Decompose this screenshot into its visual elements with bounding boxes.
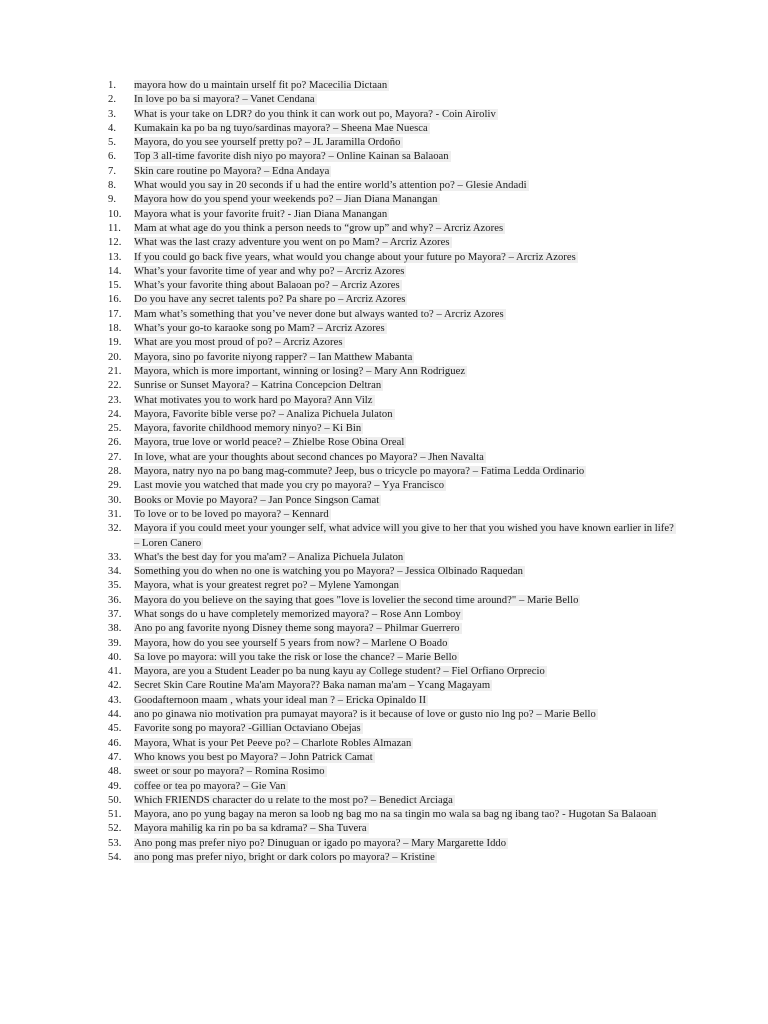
item-text: What are you most proud of po? – Arcriz Azores (134, 337, 343, 349)
item-number: 18. (108, 323, 122, 335)
item-number: 43. (108, 694, 122, 706)
item-number: 40. (108, 651, 122, 663)
item-number: 20. (108, 351, 122, 363)
item-number: 19. (108, 337, 122, 349)
list-item (108, 422, 676, 436)
item-number: 5. (108, 137, 117, 149)
item-text: Do you have any secret talents po? Pa share po – Arcriz Azores (134, 294, 406, 306)
item-text: What’s your favorite thing about Balaoan po? – Arcriz Azores (134, 280, 400, 292)
list-item (108, 165, 676, 179)
list-item (108, 751, 676, 765)
item-number: 4. (108, 122, 117, 134)
item-number: 51. (108, 809, 122, 821)
item-text: Mayora, What is your Pet Peeve po? – Charlote Robles Almazan (134, 737, 412, 749)
item-number: 45. (108, 723, 122, 735)
item-number: 12. (108, 237, 122, 249)
list-item (108, 108, 676, 122)
list-item (108, 265, 676, 279)
item-text: Something you do when no one is watching you po Mayora? – Jessica Olbinado Raquedan (134, 566, 523, 578)
list-item (108, 465, 676, 479)
list-item (108, 494, 676, 508)
item-number: 1. (108, 80, 117, 91)
item-text: What would you say in 20 seconds if u had the entire world’s attention po? – Glesie Andadi (134, 180, 527, 192)
item-number: 34. (108, 566, 122, 578)
item-number: 24. (108, 408, 122, 420)
list-item (108, 665, 676, 679)
list-item (108, 279, 676, 293)
list-item (108, 208, 676, 222)
item-text: To love or to be loved po mayora? – Kennard (134, 508, 329, 520)
list-item (108, 251, 676, 265)
item-text: Secret Skin Care Routine Ma'am Mayora?? Baka naman ma'am – Ycang Magayam (134, 680, 491, 692)
item-text: Mayora if you could meet your younger self, what advice will you give to her that you wished you have known earlier in life? – Loren Canero (134, 523, 674, 549)
list-item (108, 236, 676, 250)
item-number: 46. (108, 737, 122, 749)
list-item (108, 637, 676, 651)
item-text: Top 3 all-time favorite dish niyo po mayora? – Online Kainan sa Balaoan (134, 151, 449, 163)
item-number: 28. (108, 466, 122, 478)
list-item (108, 808, 676, 822)
question-list (108, 79, 676, 865)
item-number: 36. (108, 594, 122, 606)
item-text: Mayora, sino po favorite niyong rapper? – Ian Matthew Mabanta (134, 351, 413, 363)
item-text: Mayora, favorite childhood memory ninyo? – Ki Bin (134, 423, 362, 435)
list-item (108, 479, 676, 493)
list-item (108, 136, 676, 150)
item-number: 11. (108, 222, 121, 234)
item-number: 31. (108, 508, 122, 520)
item-number: 13. (108, 251, 122, 263)
item-text: What motivates you to work hard po Mayora? Ann Vilz (134, 394, 373, 406)
item-number: 39. (108, 637, 122, 649)
item-text: What was the last crazy adventure you went on po Mam? – Arcriz Azores (134, 237, 450, 249)
item-text: What songs do u have completely memorized mayora? – Rose Ann Lomboy (134, 608, 461, 620)
item-number: 27. (108, 451, 122, 463)
item-text: What’s your go-to karaoke song po Mam? – Arcriz Azores (134, 323, 385, 335)
list-item (108, 365, 676, 379)
item-text: Mayora mahilig ka rin po ba sa kdrama? – Sha Tuvera (134, 823, 367, 835)
item-number: 21. (108, 365, 122, 377)
item-number: 38. (108, 623, 122, 635)
list-item (108, 679, 676, 693)
item-text: Mayora, how do you see yourself 5 years from now? – Marlene O Boado (134, 637, 448, 649)
item-text: What’s your favorite time of year and why po? – Arcriz Azores (134, 265, 405, 277)
list-item (108, 565, 676, 579)
item-text: Mayora, ano po yung bagay na meron sa loob ng bag mo na sa tingin mo wala sa bag ng ibang tao? - Hugotan Sa Balaoan (134, 809, 657, 821)
list-item (108, 508, 676, 522)
list-item (108, 794, 676, 808)
list-item (108, 708, 676, 722)
item-text: coffee or tea po mayora? – Gie Van (134, 780, 286, 792)
list-item (108, 765, 676, 779)
list-item (108, 79, 676, 93)
list-item (108, 822, 676, 836)
list-item (108, 150, 676, 164)
list-item (108, 722, 676, 736)
list-item (108, 608, 676, 622)
list-item (108, 93, 676, 107)
item-number: 26. (108, 437, 122, 449)
item-number: 14. (108, 265, 122, 277)
item-text: Mam what’s something that you’ve never done but always wanted to? – Arcriz Azores (134, 308, 504, 320)
item-number: 10. (108, 208, 122, 220)
list-item (108, 293, 676, 307)
item-text: ano po ginawa nio motivation pra pumayat mayora? is it because of love or gusto nio lng po? – Marie Bello (134, 709, 596, 721)
item-text: sweet or sour po mayora? – Romina Rosimo (134, 766, 325, 778)
list-item (108, 351, 676, 365)
item-number: 3. (108, 108, 117, 120)
item-number: 6. (108, 151, 117, 163)
item-text: Goodafternoon maam , whats your ideal man ? – Ericka Opinaldo II (134, 694, 427, 706)
item-text: Mayora do you believe on the saying that goes "love is lovelier the second time around?" – Marie Bello (134, 594, 579, 606)
list-item (108, 394, 676, 408)
item-number: 8. (108, 180, 117, 192)
item-text: Mayora what is your favorite fruit? - Jian Diana Manangan (134, 208, 388, 220)
item-text: Mayora, are you a Student Leader po ba nung kayu ay College student? – Fiel Orfiano Orprecio (134, 666, 545, 678)
list-item (108, 694, 676, 708)
item-text: If you could go back five years, what would you change about your future po Mayora? – Arcriz Azores (134, 251, 576, 263)
list-item (108, 193, 676, 207)
list-item (108, 837, 676, 851)
item-number: 7. (108, 165, 117, 177)
item-text: Sunrise or Sunset Mayora? – Katrina Concepcion Deltran (134, 380, 382, 392)
item-number: 41. (108, 666, 122, 678)
item-text: Ano po ang favorite nyong Disney theme song mayora? – Philmar Guerrero (134, 623, 460, 635)
item-text: Last movie you watched that made you cry po mayora? – Yya Francisco (134, 480, 445, 492)
item-text: Mayora, do you see yourself pretty po? – JL Jaramilla Ordoño (134, 137, 401, 149)
list-item (108, 579, 676, 593)
list-item (108, 737, 676, 751)
list-item (108, 522, 676, 551)
item-number: 35. (108, 580, 122, 592)
item-number: 33. (108, 551, 122, 563)
item-text: Ano pong mas prefer niyo po? Dinuguan or igado po mayora? – Mary Margarette Iddo (134, 837, 507, 849)
item-text: Who knows you best po Mayora? – John Patrick Camat (134, 751, 373, 763)
item-text: Mayora, which is more important, winning or losing? – Mary Ann Rodriguez (134, 365, 466, 377)
list-item (108, 851, 676, 865)
item-text: Mayora, what is your greatest regret po? – Mylene Yamongan (134, 580, 400, 592)
list-item (108, 179, 676, 193)
item-text: Favorite song po mayora? -Gillian Octaviano Obejas (134, 723, 361, 735)
list-item (108, 622, 676, 636)
item-number: 37. (108, 608, 122, 620)
item-number: 54. (108, 852, 122, 864)
item-number: 30. (108, 494, 122, 506)
item-text: Sa love po mayora: will you take the risk or lose the chance? – Marie Bello (134, 651, 457, 663)
item-number: 32. (108, 523, 122, 535)
item-text: ano pong mas prefer niyo, bright or dark colors po mayora? – Kristine (134, 852, 435, 864)
item-number: 47. (108, 751, 122, 763)
item-text: Mayora, natry nyo na po bang mag-commute? Jeep, bus o tricycle po mayora? – Fatima Ledda Ordinario (134, 466, 585, 478)
list-item (108, 336, 676, 350)
item-text: Books or Movie po Mayora? – Jan Ponce Singson Camat (134, 494, 380, 506)
list-item (108, 408, 676, 422)
item-number: 29. (108, 480, 122, 492)
item-number: 44. (108, 709, 122, 721)
item-number: 17. (108, 308, 122, 320)
item-number: 25. (108, 423, 122, 435)
item-number: 49. (108, 780, 122, 792)
item-text: What is your take on LDR? do you think it can work out po, Mayora? - Coin Airoliv (134, 108, 496, 120)
item-number: 22. (108, 380, 122, 392)
list-item (108, 594, 676, 608)
item-number: 15. (108, 280, 122, 292)
item-text: Mayora, Favorite bible verse po? – Analiza Pichuela Julaton (134, 408, 393, 420)
item-text: Skin care routine po Mayora? – Edna Andaya (134, 165, 330, 177)
item-text: Kumakain ka po ba ng tuyo/sardinas mayora? – Sheena Mae Nuesca (134, 122, 428, 134)
list-item (108, 436, 676, 450)
list-item (108, 308, 676, 322)
item-number: 42. (108, 680, 122, 692)
item-text: What's the best day for you ma'am? – Analiza Pichuela Julaton (134, 551, 404, 563)
item-number: 52. (108, 823, 122, 835)
item-text: Mayora, true love or world peace? – Zhielbe Rose Obina Oreal (134, 437, 405, 449)
item-number: 16. (108, 294, 122, 306)
list-item (108, 322, 676, 336)
item-text: Which FRIENDS character do u relate to the most po? – Benedict Arciaga (134, 794, 453, 806)
item-number: 2. (108, 94, 117, 106)
item-text: Mayora how do you spend your weekends po? – Jian Diana Manangan (134, 194, 438, 206)
list-item (108, 451, 676, 465)
item-number: 23. (108, 394, 122, 406)
list-item (108, 780, 676, 794)
item-number: 9. (108, 194, 117, 206)
item-text: Mam at what age do you think a person needs to “grow up” and why? – Arcriz Azores (134, 222, 504, 234)
item-number: 53. (108, 837, 122, 849)
list-item (108, 551, 676, 565)
item-text: mayora how do u maintain urself fit po? Macecilia Dictaan (134, 80, 388, 91)
list-item (108, 122, 676, 136)
item-text: In love, what are your thoughts about second chances po Mayora? – Jhen Navalta (134, 451, 484, 463)
list-item (108, 651, 676, 665)
item-number: 50. (108, 794, 122, 806)
list-item (108, 222, 676, 236)
item-number: 48. (108, 766, 122, 778)
list-item (108, 379, 676, 393)
item-text: In love po ba si mayora? – Vanet Cendana (134, 94, 315, 106)
